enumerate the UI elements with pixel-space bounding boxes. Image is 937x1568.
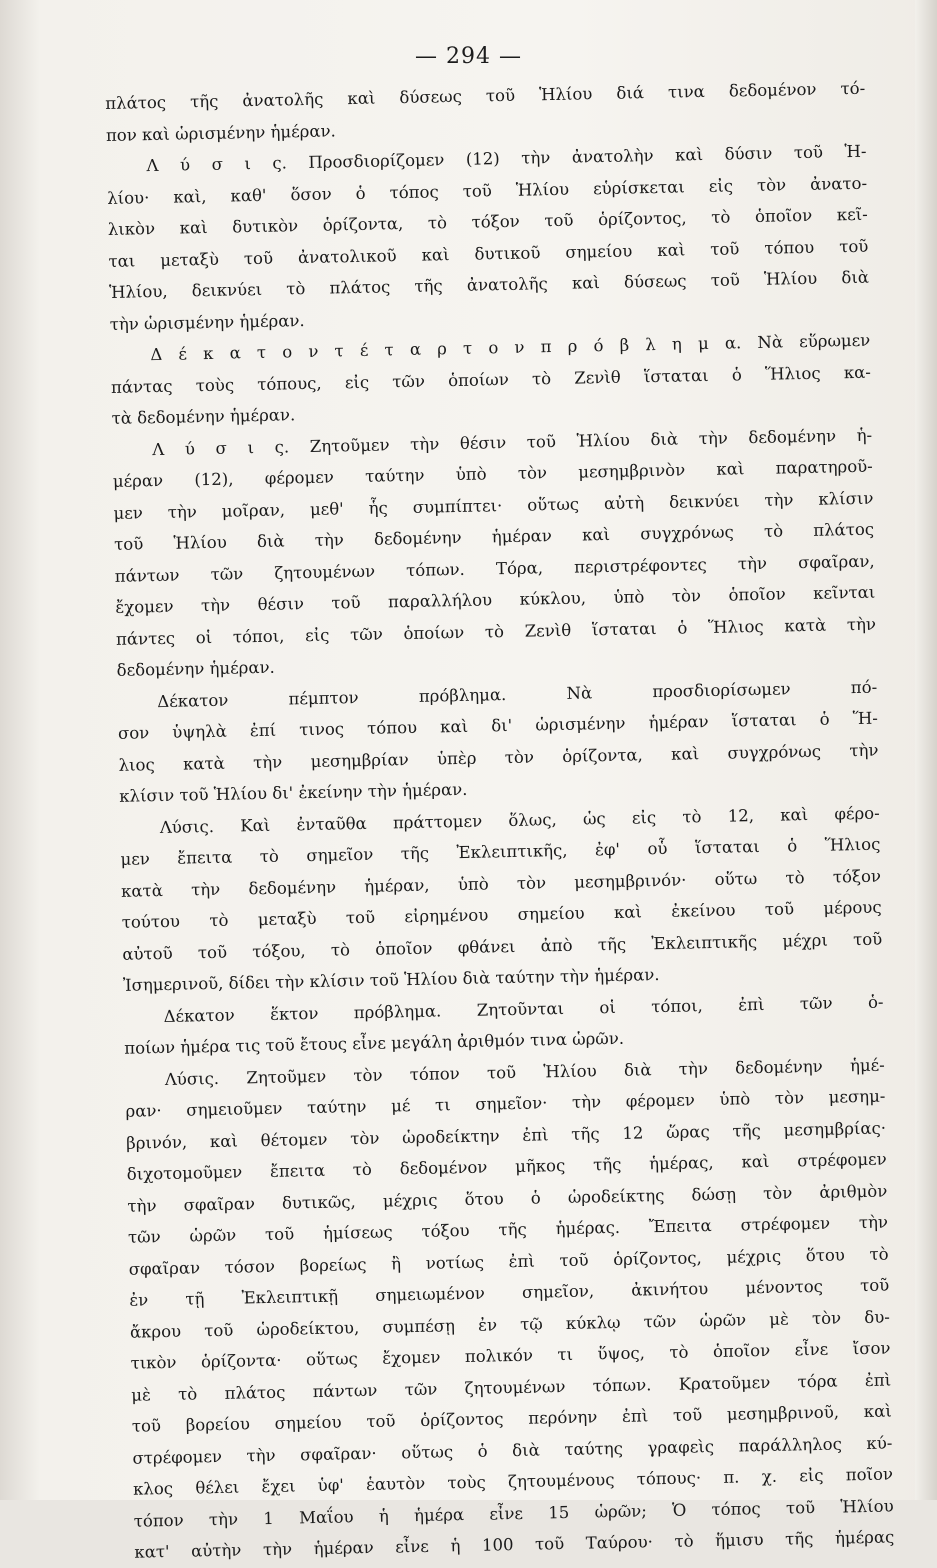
text-line: Δέκατον ἕκτον πρόβλημα. Ζητοῦνται οἱ τόποι, ἐπὶ τῶν ὁ- (163, 992, 884, 1026)
text-line: σφαῖραν τόσον βορείως ἢ νοτίως ἐπὶ τοῦ ὁρίζοντος, μέχρις ὅτου τὸ (128, 1244, 889, 1279)
page-edge-shadow (915, 0, 937, 1500)
text-line: τὴν ὡρισμένην ἡμέραν. (109, 310, 305, 334)
text-line: κατὰ τὴν δεδομένην ἡμέραν, ὑπὸ τὸν μεσημβρινόν· οὕτω τὸ τόξον (120, 866, 882, 901)
text-line: τῶν ὡρῶν τοῦ ἡμίσεως τόξου τῆς ἡμέρας. Ἔπειτα στρέφομεν τὴν (127, 1212, 889, 1247)
text-line: τόπον τὴν 1 Μαΐου ἡ ἡμέρα εἶνε 15 ὡρῶν; Ὁ τόπος τοῦ Ἡλίου (133, 1495, 894, 1531)
text-line: πάντες οἱ τόποι, εἰς τῶν ὁποίων τὸ Ζενὶθ ἵσταται ὁ Ἥλιος κατὰ τὴν (115, 614, 877, 649)
text-line: Λ ύ σ ι ς. Προσδιορίζομεν (12) τὴν ἀνατολὴν καὶ δύσιν τοῦ Ἡ- (146, 141, 867, 176)
text-line: στρέφομεν τὴν σφαῖραν· οὕτως ὁ διὰ ταύτης γραφεὶς παράλληλος κύ- (132, 1432, 893, 1468)
text-line: σον ὑψηλὰ ἐπί τινος τόπου καὶ δι' ὡρισμένην ἡμέραν ἵσταται ὁ Ἥ- (117, 708, 878, 743)
text-line: Λ ύ σ ι ς. Ζητοῦμεν τὴν θέσιν τοῦ Ἡλίου διὰ τὴν δεδομένην ἡ- (152, 425, 873, 459)
text-line: τὰ δεδομένην ἡμέραν. (111, 405, 296, 428)
text-line: βρινόν, καὶ θέτομεν τὸν ὡροδείκτην ἐπὶ τῆς 12 ὥρας τῆς μεσημβρίας· (125, 1118, 887, 1153)
text-line: τούτου τὸ μεταξὺ τοῦ εἰρημένου σημείου καὶ ἐκείνου τοῦ μέρους (121, 897, 882, 932)
text-line: μὲ τὸ πλάτος πάντων τῶν ζητουμένων τόπων. Κρατοῦμεν τόρα ἐπὶ (131, 1369, 892, 1405)
text-line: Λύσις. Καὶ ἐνταῦθα πράττομεν ὅλως, ὡς εἰς τὸ 12, καὶ φέρο- (159, 803, 880, 837)
text-line: Ἡλίου, δεικνύει τὸ πλάτος τῆς ἀνατολῆς καὶ δύσεως τοῦ Ἡλίου διὰ (108, 267, 870, 302)
text-line: Λύσις. Ζητοῦμεν τὸν τόπον τοῦ Ἡλίου διὰ τὴν δεδομένην ἡμέ- (164, 1055, 885, 1089)
text-line: μεν ἔπειτα τὸ σημεῖον τῆς Ἐκλειπτικῆς, ἐφ' οὗ ἵσταται ὁ Ἥλιος (120, 834, 881, 869)
text-line: πον καὶ ὡρισμένην ἡμέραν. (105, 120, 336, 145)
page-number: — 294 — (415, 44, 522, 69)
text-line: πάντων τῶν ζητουμένων τόπων. Τόρα, περιστρέφοντες τὴν σφαῖραν, (114, 551, 875, 586)
text-line: τὴν σφαῖραν δυτικῶς, μέχρις ὅτου ὁ ὡροδείκτης δώσῃ τὸν ἀριθμὸν (127, 1181, 888, 1216)
text-line: τοῦ Ἡλίου διὰ τὴν δεδομένην ἡμέραν καὶ συγχρόνως τὸ πλάτος (113, 519, 875, 554)
text-line: διχοτομοῦμεν ἔπειτα τὸ δεδομένον μῆκος τῆς ἡμέρας, καὶ στρέφομεν (126, 1149, 887, 1184)
text-line: Δ έ κ α τ ο ν τ έ τ α ρ τ ο ν π ρ ό β λ η μ α. Νὰ εὕρωμεν (150, 330, 871, 365)
text-line: ποίων ἡμέρα τις τοῦ ἔτους εἶνε μεγάλη ἀριθμόν τινα ὡρῶν. (124, 1028, 625, 1058)
text-line: ἔχομεν τὴν θέσιν τοῦ παραλλήλου κύκλου, ὑπὸ τὸν ὁποῖον κεῖνται (115, 582, 876, 617)
text-line: ἄκρου τοῦ ὡροδείκτου, συμπέσῃ ἐν τῷ κύκλῳ τῶν ὡρῶν μὲ τὸν δυ- (129, 1306, 891, 1342)
text-line: λιος κατὰ τὴν μεσημβρίαν ὑπὲρ τὸν ὁρίζοντα, καὶ συγχρόνως τὴν (118, 740, 879, 775)
text-line: Ἰσημερινοῦ, δίδει τὴν κλίσιν τοῦ Ἡλίου διὰ ταύτην τὴν ἡμέραν. (122, 965, 660, 995)
text-line: κλίσιν τοῦ Ἡλίου δι' ἐκείνην τὴν ἡμέραν. (119, 779, 468, 806)
text-line: αὐτοῦ τοῦ τόξου, τὸ ὁποῖον φθάνει ἀπὸ τῆς Ἐκλειπτικῆς μέχρι τοῦ (122, 929, 883, 964)
text-line: δεδομένην ἡμέραν. (116, 657, 275, 680)
text-line: Δέκατον πέμπτον πρόβλημα. Νὰ προσδιορίσωμεν πό- (157, 677, 878, 711)
text-line: μέραν (12), φέρομεν ταύτην ὑπὸ τὸν μεσημβρινὸν καὶ παρατηροῦ- (112, 456, 873, 491)
text-line: μεν τὴν μοῖραν, μεθ' ἧς συμπίπτει· οὕτως αὐτὴ δεικνύει τὴν κλίσιν (113, 488, 874, 523)
text-line: λίου· καὶ, καθ' ὅσον ὁ τόπος τοῦ Ἡλίου εὑρίσκεται εἰς τὸν ἀνατο- (107, 173, 868, 208)
body-text (105, 73, 895, 1568)
text-line: τικὸν ὁρίζοντα· οὕτως ἔχομεν πολικόν τι ὕψος, τὸ ὁποῖον εἶνε ἴσον (130, 1338, 891, 1373)
text-line: ραν· σημειοῦμεν ταύτην μέ τι σημεῖον· τὴν φέρομεν ὑπὸ τὸν μεσημ- (125, 1086, 886, 1121)
text-line: λικὸν καὶ δυτικὸν ὁρίζοντα, τὸ τόξον τοῦ ὁρίζοντος, τὸ ὁποῖον κεῖ- (107, 204, 868, 239)
text-line: ἐν τῇ Ἐκλειπτικῇ σημειωμένον σημεῖον, ἀκινήτου μένοντος τοῦ (129, 1275, 890, 1310)
text-line: τοῦ βορείου σημείου τοῦ ὁρίζοντος περόνην ἐπὶ τοῦ μεσημβρινοῦ, καὶ (131, 1401, 892, 1436)
text-line: πλάτος τῆς ἀνατολῆς καὶ δύσεως τοῦ Ἡλίου διά τινα δεδομένον τό- (105, 78, 866, 113)
text-line: ται μεταξὺ τοῦ ἀνατολικοῦ καὶ δυτικοῦ σημείου καὶ τοῦ τόπου τοῦ (108, 236, 869, 271)
text-line: κλος θέλει ἔχει ὑφ' ἑαυτὸν τοὺς ζητουμένους τόπους· π. χ. εἰς ποῖον (132, 1464, 894, 1499)
text-line: κατ' αὐτὴν τὴν ἡμέραν εἶνε ἡ 100 τοῦ Ταύρου· τὸ ἥμισυ τῆς ἡμέρας (134, 1527, 895, 1562)
text-line: πάντας τοὺς τόπους, εἰς τῶν ὁποίων τὸ Ζενὶθ ἵσταται ὁ Ἥλιος κα- (110, 362, 872, 397)
